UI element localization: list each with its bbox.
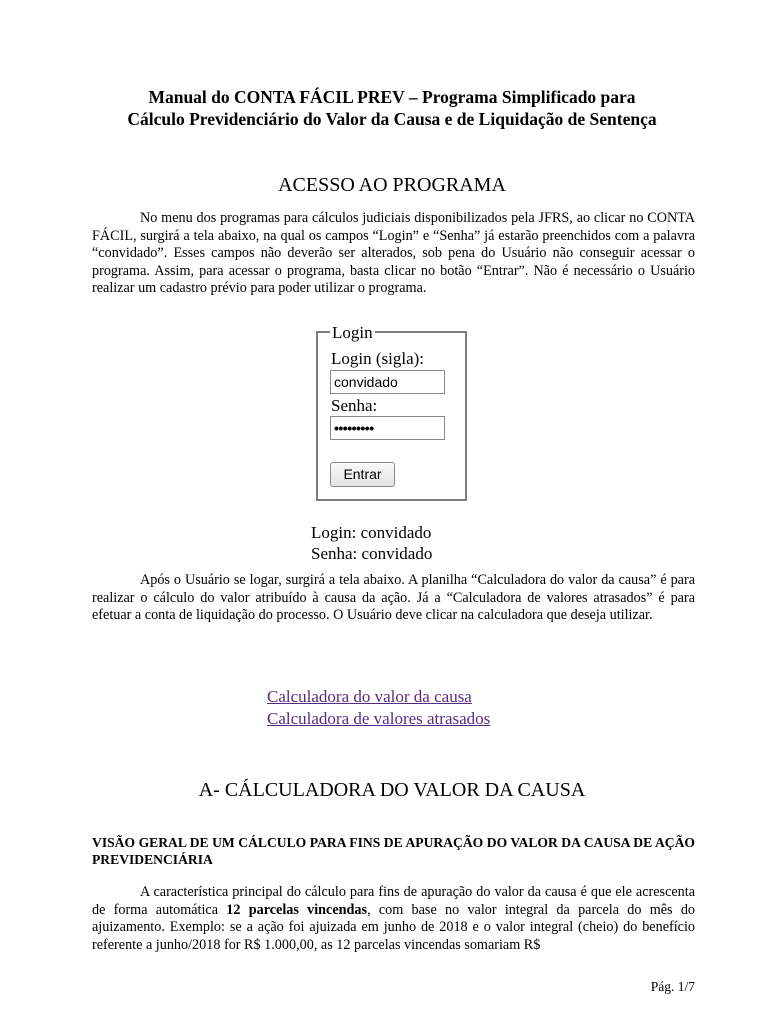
paragraph-caracteristica-bold: 12 parcelas vincendas (226, 901, 368, 918)
link-calculadora-valor-causa[interactable]: Calculadora do valor da causa (267, 687, 472, 706)
subheading-visao-geral: VISÃO GERAL DE UM CÁLCULO PARA FINS DE APURAÇÃO DO VALOR DA CAUSA DE AÇÃO PREVIDENCIÁRIA (92, 835, 695, 867)
paragraph-acesso-text: No menu dos programas para cálculos judiciais disponibilizados pela JFRS, ao clicar no CONTA FÁCIL, surgirá a tela abaixo, na qual os campos “Login” e “Senha” já estarão preenchidos com a palavra “convidado”. Esses campos não deverão ser alterados, sob pena do Usuário não conseguir acessar o programa. Assim, para acessar o programa, basta clicar no botão “Entrar”. Não é necessário o Usuário realizar um cadastro prévio para poder utilizar o programa. (92, 210, 695, 296)
title-line-2: Cálculo Previdenciário do Valor da Causa e de Liquidação de Sentença (127, 109, 657, 129)
paragraph-apos-login (92, 572, 695, 625)
login-input[interactable]: convidado (330, 370, 445, 394)
entrar-button[interactable]: Entrar (330, 462, 395, 487)
paragraph-acesso (92, 210, 695, 298)
login-legend: Login (332, 323, 373, 342)
link-calculadora-valores-atrasados[interactable]: Calculadora de valores atrasados (267, 709, 491, 728)
section-heading-calculadora: A- CÁLCULADORA DO VALOR DA CAUSA (198, 779, 586, 801)
password-label: Senha: (331, 396, 378, 415)
credentials-login: Login: convidado (311, 523, 432, 542)
paragraph-caracteristica-start: A característica principal do cálculo para fins de apuração do valor da causa é que ele acrescenta de forma automática (92, 884, 695, 918)
paragraph-apos-login-text: Após o Usuário se logar, surgirá a tela abaixo. A planilha “Calculadora do valor da causa” é para realizar o cálculo do valor atribuído à causa da ação. Já a “Calculadora de valores atrasados” é para efetuar a conta de liquidação do processo. O Usuário deve clicar na calculadora que deseja utilizar. (92, 572, 695, 623)
paragraph-caracteristica-end: , com base no valor integral da parcela do mês do ajuizamento. Exemplo: se a ação foi ajuizada em junho de 2018 e o valor integral (cheio) do benefício referente a junho/2018 for R$ 1.000,00, as 12 parcelas vincendas somariam R$ (92, 901, 696, 953)
title-line-1: Manual do CONTA FÁCIL PREV – Programa Simplificado para (148, 87, 636, 107)
login-label: Login (sigla): (331, 349, 425, 368)
password-input[interactable]: ••••••••• (330, 416, 445, 440)
paragraph-caracteristica-text (92, 884, 695, 954)
document-title (60, 86, 724, 130)
section-heading-acesso: ACESSO AO PROGRAMA (278, 174, 506, 196)
credentials-password: Senha: convidado (311, 544, 433, 563)
paragraph-caracteristica (92, 884, 695, 954)
page-number: Pág. 1/7 (650, 979, 695, 994)
